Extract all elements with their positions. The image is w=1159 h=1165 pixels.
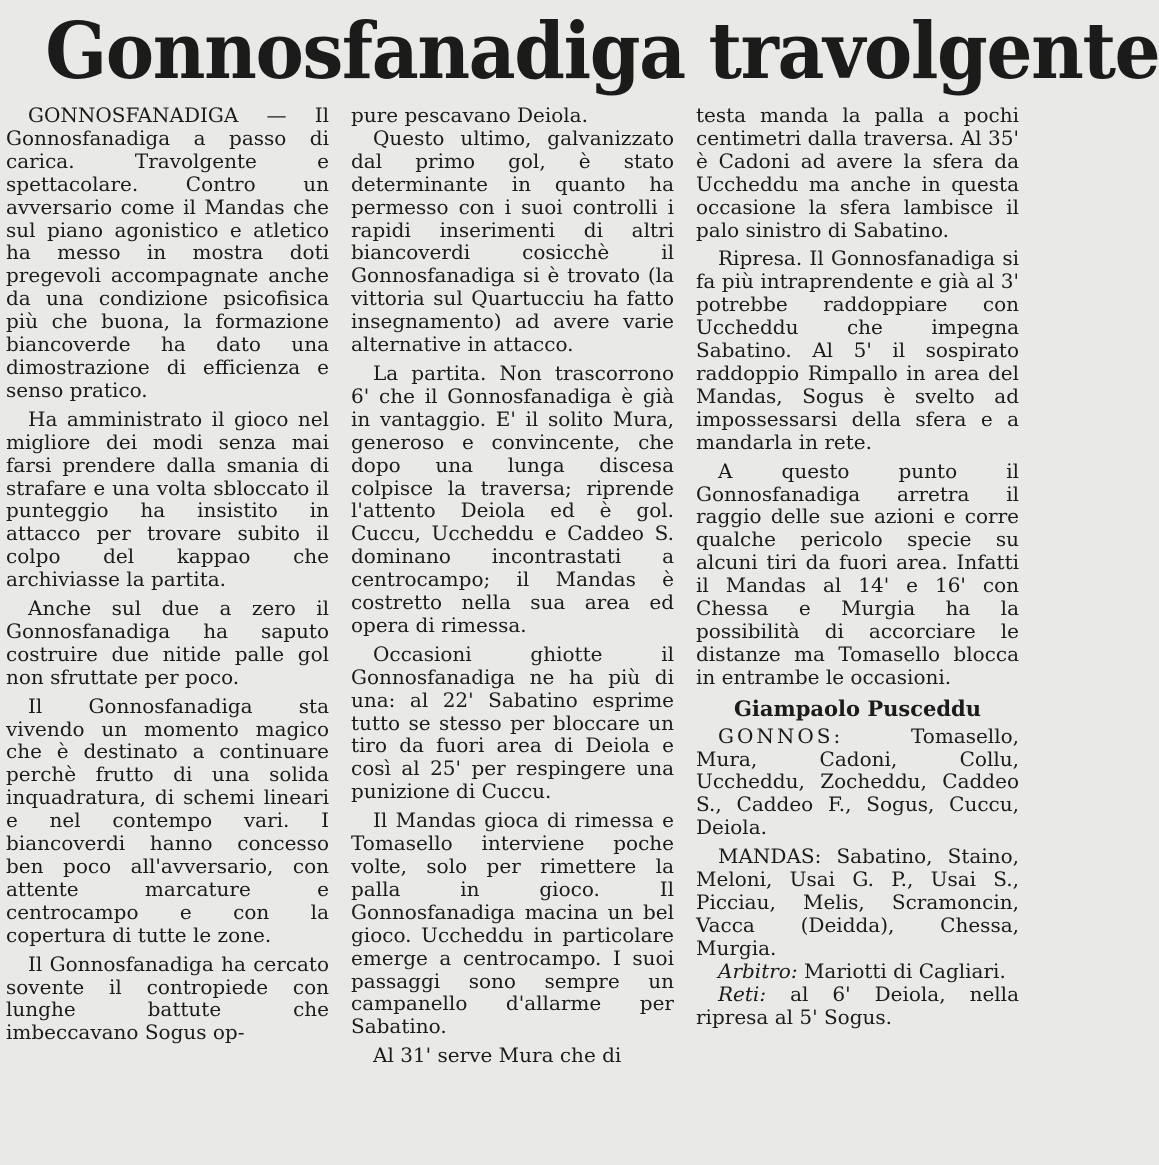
paragraph: Occasioni ghiotte il Gonnosfanadiga ne ha più di una: al 22' Sabatino esprime tutto se stesso per bloccare un tiro da fuori area di Deiola e così al 25' per respingere una punizione di Cuccu. <box>351 641 674 804</box>
referee-name: Mariotti di Cagliari. <box>803 958 1006 983</box>
paragraph: La partita. Non trascorrono 6' che il Gonnosfanadiga è già in vantaggio. E' il solito Mura, generoso e convincente, che dopo una lunga discesa colpisce la traversa; riprende l'attento Deiola ed è gol. Cuccu, Uccheddu e Caddeo S. dominano incontrastati a centrocampo; il Mandas è costretto nella sua area ed opera di rimessa. <box>351 360 674 637</box>
referee-label: Arbitro: <box>718 958 798 983</box>
column-3 <box>696 104 1019 1154</box>
paragraph: Il Gonnosfanadiga ha cercato sovente il contropiede con lunghe battute che imbeccavano Sogus op- <box>6 951 329 1045</box>
paragraph: Il Mandas gioca di rimessa e Tomasello interviene poche volte, solo per rimettere la palla in gioco. Il Gonnosfanadiga macina un bel gioco. Uccheddu in particolare emerge a centrocampo. I suoi passaggi sono sempre un campanello d'allarme per Sabatino. <box>351 808 674 1039</box>
column-1 <box>6 104 329 1154</box>
referee-line <box>696 960 1019 983</box>
home-team-label: GONNOS: <box>718 723 844 748</box>
paragraph: GONNOSFANADIGA — Il Gonnosfanadiga a passo di carica. Travolgente e spettacolare. Contro un avversario come il Mandas che sul piano agonistico e atletico ha messo in mostra doti pregevoli accompagnate anche da una condizione psicofisica più che buona, la formazione biancoverde ha dato una dimostrazione di efficienza e senso pratico. <box>6 103 329 402</box>
home-team-players: Tomasello, Mura, Cadoni, Collu, Uccheddu, Zocheddu, Caddeo S., Caddeo F., Sogus, Cuccu, Deiola. <box>696 723 1019 840</box>
column-2 <box>351 104 674 1154</box>
goals-label: Reti: <box>718 981 767 1006</box>
paragraph: Questo ultimo, galvanizzato dal primo gol, è stato determinante in quanto ha permesso con i suoi controlli i rapidi inserimenti di altri biancoverdi cosicchè il Gonnosfanadiga si è trovato (la vittoria sul Quartucciu ha fatto insegnamento) ad avere varie alternative in attacco. <box>351 125 674 357</box>
paragraph: Ha amministrato il gioco nel migliore dei modi senza mai farsi prendere dalla smania di strafare e una volta sbloccato il punteggio ha insistito in attacco per trovare subito il colpo del kappao che archiviasse la partita. <box>6 406 329 592</box>
paragraph: Al 31' serve Mura che di <box>373 1043 622 1068</box>
away-team-label: MANDAS: <box>718 844 822 869</box>
goals-text: al 6' Deiola, nella ripresa al 5' Sogus. <box>696 981 1019 1029</box>
away-lineup <box>696 845 1019 960</box>
paragraph: pure pescavano Deiola. <box>351 103 588 127</box>
article-body <box>6 104 1019 1154</box>
home-lineup <box>696 725 1019 840</box>
goals-line <box>696 983 1019 1029</box>
paragraph: A questo punto il Gonnosfanadiga arretra il raggio delle sue azioni e corre qualche pericolo specie su alcuni tiri da fuori area. Infatti il Mandas al 14' e 16' con Chessa e Murgia ha la possibilità di accorciare le distanze ma Tomasello blocca in entrambe le occasioni. <box>696 458 1019 689</box>
lineups <box>696 725 1019 1029</box>
author-byline: Giampaolo Pusceddu <box>734 695 981 721</box>
headline: Gonnosfanadiga travolgente <box>45 6 1159 97</box>
paragraph: testa manda la palla a pochi centimetri dalla traversa. Al 35' è Cadoni ad avere la sfera da Uccheddu ma anche in questa occasione la sfera lambisce il palo sinistro di Sabatino. <box>696 103 1019 242</box>
away-team-players: Sabatino, Staino, Meloni, Usai G. P., Usai S., Picciau, Melis, Scramoncin, Vacca (Deidda), Chessa, Murgia. <box>696 844 1019 960</box>
paragraph: Ripresa. Il Gonnosfanadiga si fa più intraprendente e già al 3' potrebbe raddoppiare con Uccheddu che impegna Sabatino. Al 5' il sospirato raddoppio Rimpallo in area del Mandas, Sogus è svelto ad impossessarsi della sfera e a mandarla in rete. <box>696 246 1019 454</box>
paragraph: Anche sul due a zero il Gonnosfanadiga ha saputo costruire due nitide palle gol non sfruttate per poco. <box>6 596 329 689</box>
paragraph: Il Gonnosfanadiga sta vivendo un momento magico che è destinato a continuare perchè frutto di una solida inquadratura, di schemi lineari e nel contempo vari. I biancoverdi hanno concesso ben poco all'avversario, con attente marcature e centrocampo e con la copertura di tutte le zone. <box>6 693 329 947</box>
